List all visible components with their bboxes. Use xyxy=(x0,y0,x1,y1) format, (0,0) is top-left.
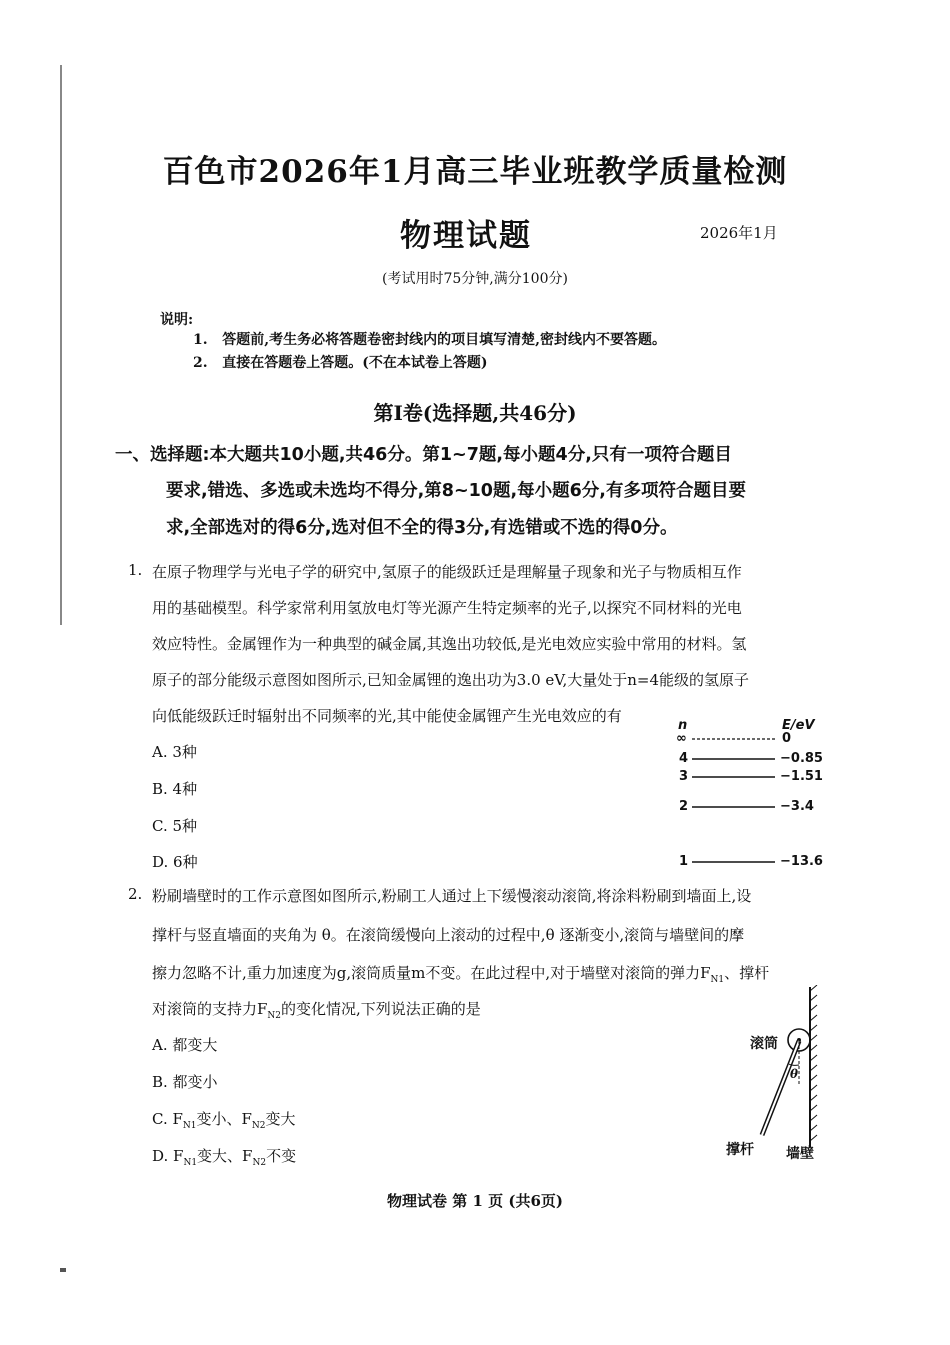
q2-line-3-text: 擦力忽略不计,重力加速度为g,滚筒质量m不变。在此过程中,对于墙壁对滚筒的弹力F xyxy=(152,964,711,982)
q2-option-a: A. 都变大 xyxy=(152,1036,218,1054)
exam-date: 2026年1月 xyxy=(700,224,778,242)
diagram-n-label: n xyxy=(678,718,688,733)
instruction-text: 答题前,考生务必将答题卷密封线内的项目填写清楚,密封线内不要答题。 xyxy=(222,332,666,348)
q2-option-d-mid: 变大、F xyxy=(197,1147,253,1165)
q2-option-d-sub2: N2 xyxy=(252,1158,267,1168)
rod-label: 撑杆 xyxy=(726,1142,754,1158)
level-e-2: −3.4 xyxy=(780,799,814,814)
q2-option-d-end: 不变 xyxy=(266,1147,297,1165)
q2-option-c-end: 变大 xyxy=(265,1110,296,1128)
q1-line-1: 在原子物理学与光电子学的研究中,氢原子的能级跃迁是理解量子现象和光子与物质相互作 xyxy=(152,563,742,581)
level-n-2: 2 xyxy=(679,799,689,814)
instruction-num: 2. xyxy=(193,355,208,371)
q2-option-c-sub1: N1 xyxy=(182,1121,197,1131)
level-n-1: 1 xyxy=(679,854,689,869)
instruction-text: 直接在答题卷上答题。(不在本试卷上答题) xyxy=(222,355,488,371)
q2-option-d xyxy=(152,1145,296,1168)
roller-wall-diagram xyxy=(722,985,832,1165)
exam-title: 百色市2026年1月高三毕业班教学质量检测 xyxy=(162,154,788,190)
scan-dot xyxy=(60,1268,66,1272)
instructions-heading: 说明: xyxy=(160,312,194,328)
level-n-4: 4 xyxy=(679,751,689,766)
q2-option-b: B. 都变小 xyxy=(152,1073,218,1091)
q1-option-b: B. 4种 xyxy=(152,780,198,798)
section-title: 第Ⅰ卷(选择题,共46分) xyxy=(373,401,577,425)
q2-line-4-sub: N2 xyxy=(267,1011,282,1021)
q1-option-d: D. 6种 xyxy=(152,853,198,871)
q1-number: 1. xyxy=(128,561,143,579)
q2-option-c-mid: 变小、F xyxy=(196,1110,252,1128)
q2-line-4 xyxy=(152,998,481,1021)
roller-label: 滚筒 xyxy=(750,1036,778,1052)
q2-line-3 xyxy=(152,962,769,985)
level-n-3: 3 xyxy=(679,769,689,784)
diagram-energy-label: E/eV xyxy=(782,718,815,733)
exam-time-note: (考试用时75分钟,满分100分) xyxy=(382,271,568,287)
level-e-4: −0.85 xyxy=(780,751,823,766)
angle-label: θ xyxy=(790,1067,799,1081)
roller-wall-drawing xyxy=(722,985,832,1165)
q2-option-c-prefix: C. F xyxy=(152,1110,183,1128)
q2-option-c xyxy=(152,1108,296,1131)
q2-line-4-text: 对滚筒的支持力F xyxy=(152,1000,268,1018)
q1-line-2: 用的基础模型。科学家常利用氢放电灯等光源产生特定频率的光子,以探究不同材料的光电 xyxy=(152,599,742,617)
instruction-item-1 xyxy=(193,329,666,349)
q2-number: 2. xyxy=(128,885,143,903)
instruction-item-2 xyxy=(193,352,488,372)
q2-option-d-prefix: D. F xyxy=(152,1147,184,1165)
q2-line-3-sub: N1 xyxy=(710,975,725,985)
instruction-num: 1. xyxy=(193,332,208,348)
q2-line-2: 撑杆与竖直墙面的夹角为 θ。在滚筒缓慢向上滚动的过程中,θ 逐渐变小,滚筒与墙壁间的摩 xyxy=(152,926,745,944)
q1-option-c: C. 5种 xyxy=(152,817,198,835)
q2-option-c-sub2: N2 xyxy=(251,1121,266,1131)
q2-line-1: 粉刷墙壁时的工作示意图如图所示,粉刷工人通过上下缓慢滚动滚筒,将涂料粉刷到墙面上,设 xyxy=(152,887,752,905)
level-e-3: −1.51 xyxy=(780,769,823,784)
q2-line-3-end: 、撑杆 xyxy=(724,964,770,982)
level-e-inf: 0 xyxy=(782,731,792,746)
wall-label: 墙壁 xyxy=(786,1146,814,1162)
part-intro-line-2: 要求,错选、多选或未选均不得分,第8~10题,每小题6分,有多项符合题目要 xyxy=(166,481,746,501)
subject-title: 物理试题 xyxy=(400,218,532,254)
q1-option-a: A. 3种 xyxy=(152,743,197,761)
part-intro-line-1: 一、选择题:本大题共10小题,共46分。第1~7题,每小题4分,只有一项符合题目 xyxy=(115,445,732,465)
energy-level-diagram xyxy=(670,718,830,878)
page-footer: 物理试卷 第 1 页 (共6页) xyxy=(387,1192,563,1210)
level-n-inf: ∞ xyxy=(676,731,687,746)
q1-line-4: 原子的部分能级示意图如图所示,已知金属锂的逸出功为3.0 eV,大量处于n=4能级的氢原子 xyxy=(152,671,750,689)
part-intro-line-3: 求,全部选对的得6分,选对但不全的得3分,有选错或不选的得0分。 xyxy=(166,518,678,538)
q1-line-5: 向低能级跃迁时辐射出不同频率的光,其中能使金属锂产生光电效应的有 xyxy=(152,707,622,725)
q1-line-3: 效应特性。金属锂作为一种典型的碱金属,其逸出功较低,是光电效应实验中常用的材料。氢 xyxy=(152,635,747,653)
level-e-1: −13.6 xyxy=(780,854,823,869)
q2-line-4-end: 的变化情况,下列说法正确的是 xyxy=(281,1000,481,1018)
q2-option-d-sub1: N1 xyxy=(183,1158,198,1168)
